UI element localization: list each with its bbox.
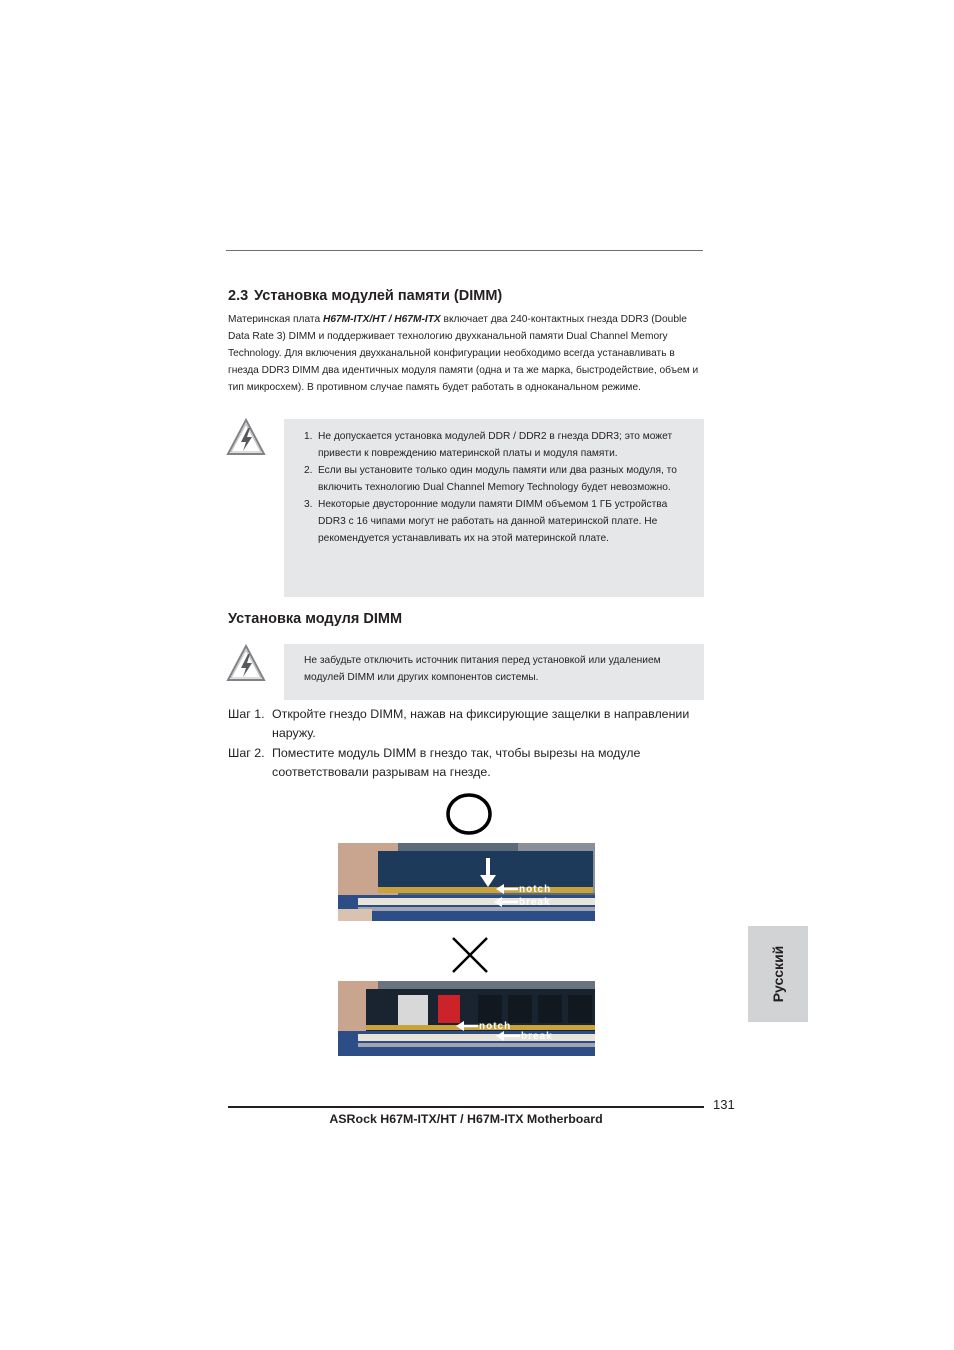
language-label: Русский	[770, 945, 786, 1003]
warning-text: Не забудьте отключить источник питания перед установкой или удалением модулей DIMM или других компонентов системы.	[304, 655, 661, 683]
step-text: Откройте гнездо DIMM, нажав на фиксирующие защелки в направлении наружу.	[272, 707, 690, 740]
step-text: Поместите модуль DIMM в гнездо так, чтобы вырезы на модуле соответствовали разрывам на гнезде.	[272, 746, 641, 779]
break-label: break	[519, 897, 551, 908]
note-item: 1. Не допускается установка модулей DDR / DDR2 в гнезда DDR3; это может привести к повреждению материнской платы и модуля памяти.	[304, 431, 673, 459]
section-title: Установка модулей памяти (DIMM)	[254, 288, 503, 304]
notch-label: notch	[519, 884, 552, 895]
footer-text: ASRock H67M-ITX/HT / H67M-ITX Motherboard	[329, 1112, 603, 1126]
language-tab	[748, 926, 808, 1022]
cross-icon	[450, 935, 490, 975]
step-label: Шаг 1.	[228, 707, 265, 721]
section-heading	[228, 288, 502, 304]
section-number: 2.3	[228, 288, 249, 304]
intro-text-end: включает два 240-контактных гнезда DDR3 (Double Data Rate 3) DIMM и поддерживает технологию двухканальной памяти Dual Channel Memory Technology. Для включения двухканальной конфигурации необходимо всегда устанавливать в гнезда DDR3 DIMM два идентичных модуля памяти (одна и та же марка, быстродействие, объем и тип микросхем). В противном случае память будет работать в одноканальном режиме.	[228, 314, 699, 393]
circle-icon	[445, 792, 493, 836]
notch-label: notch	[479, 1021, 512, 1032]
footer-rule	[228, 1106, 704, 1108]
note-item: 2. Если вы установите только один модуль памяти или два разных модуля, то включить технологию Dual Channel Memory Technology будет невозможно.	[304, 465, 677, 493]
note-list	[304, 428, 696, 547]
page-number: 131	[713, 1097, 735, 1112]
subsection-title: Установка модуля DIMM	[228, 611, 403, 627]
step-label: Шаг 2.	[228, 746, 265, 760]
break-label: break	[521, 1031, 553, 1042]
model-name: H67M-ITX/HT / H67M-ITX	[322, 314, 441, 325]
warning-icon	[226, 644, 266, 684]
dimm-wrong-photo	[338, 981, 595, 1056]
intro-paragraph	[228, 311, 708, 396]
warning-box	[284, 644, 704, 700]
note-item: 3. Некоторые двусторонние модули памяти DIMM объемом 1 ГБ устройства DDR3 с 16 чипами могут не работать на данной материнской плате. Не рекомендуется устанавливать их на этой материнской плате.	[304, 499, 668, 544]
warning-icon	[226, 418, 266, 458]
top-rule	[226, 250, 703, 251]
dimm-correct-photo	[338, 843, 595, 921]
intro-text-start: Материнская плата	[228, 314, 323, 325]
note-box	[284, 419, 704, 597]
